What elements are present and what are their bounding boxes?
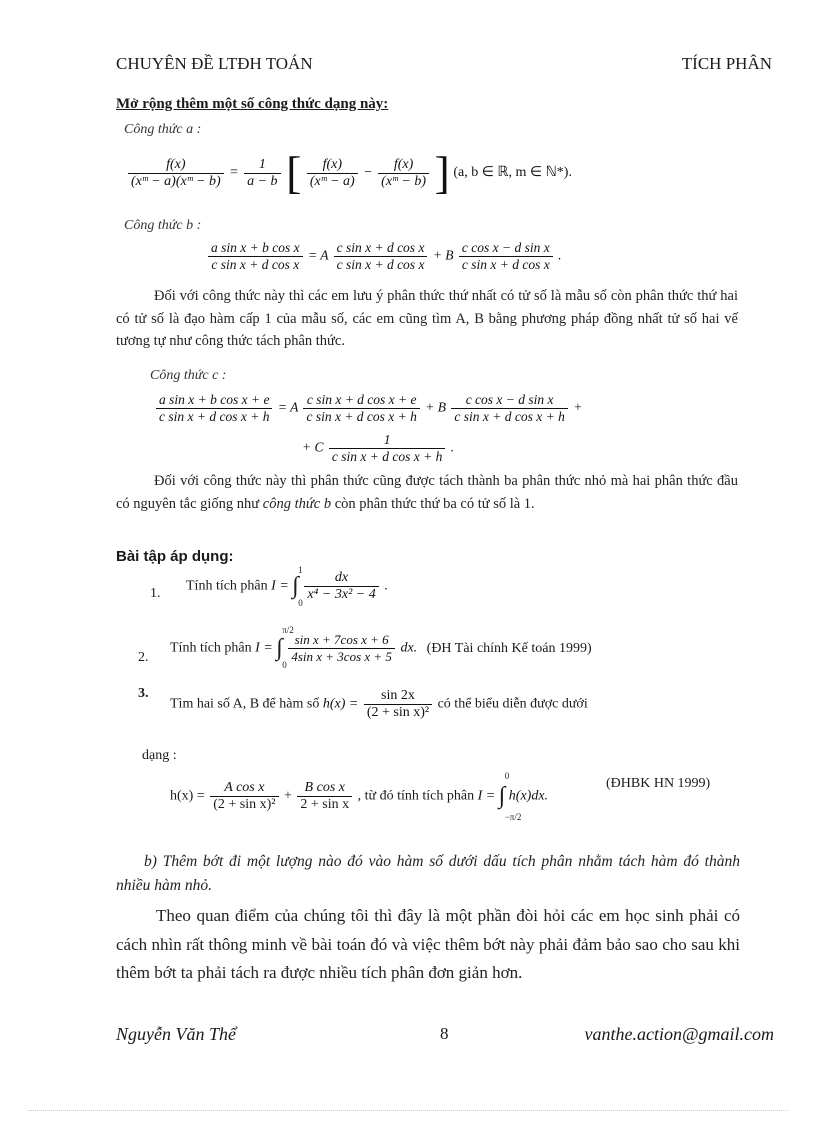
exercise-3-upper: 0	[504, 771, 510, 781]
integral-sign-icon: ∫ 0 −π/2	[498, 771, 522, 822]
formula-c-end: .	[450, 439, 455, 455]
exercise-3-p1	[210, 780, 278, 813]
exercise-3-p2-num: B cos x	[297, 780, 352, 797]
formula-a-eq: =	[229, 165, 239, 181]
formula-b-end: .	[558, 247, 562, 263]
exercise-3-hx2: h(x) =	[170, 788, 205, 804]
exercise-3-p1-num: A cos x	[210, 780, 278, 797]
formula-b-a-den: c sin x + d cos x	[336, 257, 425, 272]
exercise-2	[170, 625, 592, 670]
formula-c-c-num: 1	[329, 432, 445, 449]
exercise-3-I: I =	[477, 788, 496, 804]
final-paragraph: Theo quan điểm của chúng tôi thì đây là một phần đòi hỏi các em học sinh phải có cách nhìn rất thông minh về bài toán đó và việc thêm bớt này phải đảm bảo sao cho sau khi thêm bớt ta phải tách ra được nhiều tích phân đơn giản hơn.	[116, 906, 740, 982]
exercise-2-num: sin x + 7cos x + 6	[288, 632, 395, 649]
formula-b-a-num: c sin x + d cos x	[334, 240, 428, 257]
paragraph-formula-c	[116, 470, 738, 515]
formula-a-coef-den: a − b	[247, 173, 278, 189]
exercise-3-number: 3.	[138, 686, 149, 701]
exercise-2-upper: π/2	[282, 625, 294, 635]
formula-a-lhs-num: f(x)	[128, 157, 224, 174]
formula-c-c-den: c sin x + d cos x + h	[331, 449, 443, 464]
exercise-3-text1: Tìm hai số A, B để hàm số	[170, 696, 320, 712]
exercise-2-text: Tính tích phân	[170, 640, 252, 656]
formula-c-B: + B	[425, 399, 447, 415]
exercise-1-den: x⁴ − 3x² − 4	[307, 587, 376, 602]
para-c-part2: còn phân thức thứ ba có tử số là 1.	[331, 495, 535, 512]
formula-a-t1-num: f(x)	[307, 157, 358, 174]
formula-b-label: Công thức b :	[124, 218, 202, 233]
exercise-1-number: 1.	[150, 586, 161, 601]
formula-a-t2-den: (xᵐ − b)	[381, 173, 426, 189]
exercise-2-lower: 0	[282, 660, 287, 670]
exercise-2-fraction	[288, 632, 395, 665]
formula-c-C: + C	[302, 439, 324, 455]
exercise-2-den: 4sin x + 3cos x + 5	[291, 649, 392, 664]
footer-author: Nguyễn Văn Thể	[116, 1024, 236, 1044]
section-title: Mở rộng thêm một số công thức dạng này:	[116, 96, 389, 112]
exercise-3-text2: có thể biểu diễn được dưới	[437, 696, 588, 712]
formula-c-plus: +	[573, 399, 583, 415]
formula-a-term1	[307, 157, 358, 190]
formula-b-lhs-den: c sin x + d cos x	[211, 257, 300, 272]
exercise-3-dang: dạng :	[142, 748, 177, 763]
para-c-part1: Đối với công thức này thì phân thức cũng được tách thành ba phân thức nhỏ mà hai phân thức đầu có nguyên tắc giống như	[116, 473, 738, 512]
header-left: CHUYÊN ĐỀ LTĐH TOÁN	[116, 54, 313, 73]
paragraph-formula-b: Đối với công thức này thì các em lưu ý phân thức thứ nhất có tử số là mẫu số còn phân thức thứ hai có tử số là đạo hàm cấp 1 của mẫu số, các em cũng tìm A, B bằng phương pháp đồng nhất tử số hai vế tương tự như công thức tách phân thức.	[116, 288, 738, 349]
exercise-1-lower: 0	[298, 598, 303, 608]
exercise-3-integrand: h(x)dx.	[508, 788, 549, 804]
formula-a-cond: (a, b ∈ ℝ, m ∈ ℕ*).	[453, 165, 572, 181]
exercise-1-I: I =	[271, 578, 289, 594]
exercise-1-text: Tính tích phân	[186, 578, 268, 594]
formula-a-t1-den: (xᵐ − a)	[309, 173, 355, 189]
exercises-title: Bài tập áp dụng:	[116, 548, 234, 565]
exercise-3-hx: h(x) =	[322, 696, 359, 712]
formula-a-lhs	[128, 157, 224, 190]
exercise-3-lower: −π/2	[504, 812, 522, 822]
formula-c-a-den: c sin x + d cos x + h	[306, 409, 417, 424]
section-b-heading: b) Thêm bớt đi một lượng nào đó vào hàm số dưới dấu tích phân nhằm tách hàm đó thành nhiều hàm nhỏ.	[116, 853, 740, 894]
exercise-2-source: (ĐH Tài chính Kế toán 1999)	[426, 640, 592, 656]
exercise-3-h-fraction	[364, 688, 432, 721]
formula-a-term2	[378, 157, 429, 190]
formula-b	[206, 240, 562, 273]
formula-a-coef-num: 1	[244, 157, 280, 174]
footer-page-number: 8	[440, 1024, 449, 1043]
exercise-1-fraction	[304, 570, 378, 603]
exercise-2-end: dx.	[400, 640, 418, 656]
formula-b-term-b	[459, 240, 553, 273]
exercise-3-line1	[170, 688, 588, 721]
exercise-1	[186, 565, 388, 608]
exercise-2-number: 2.	[138, 650, 149, 665]
right-bracket: ]	[434, 147, 450, 198]
exercise-1-upper: 1	[298, 565, 303, 575]
formula-c-lhs	[156, 392, 272, 425]
formula-b-lhs	[208, 240, 303, 273]
exercise-3-line2	[170, 771, 549, 822]
formula-c-a-num: c sin x + d cos x + e	[303, 392, 419, 409]
formula-b-term-a	[334, 240, 428, 273]
minus-sign: −	[363, 165, 373, 181]
exercise-3-h-num: sin 2x	[364, 688, 432, 705]
footer-email: vanthe.action@gmail.com	[584, 1024, 774, 1044]
formula-c-term-b	[451, 392, 567, 425]
formula-b-A: = A	[307, 247, 329, 263]
formula-c-term-a	[303, 392, 419, 425]
formula-b-B: + B	[432, 247, 454, 263]
page-bottom-divider	[28, 1110, 788, 1111]
formula-c-lhs-den: c sin x + d cos x + h	[159, 409, 270, 424]
formula-c-line2	[302, 432, 454, 465]
formula-c-term-c	[329, 432, 445, 465]
formula-a-label: Công thức a :	[124, 122, 202, 137]
integral-sign-icon: ∫ 1 0	[292, 565, 303, 608]
exercise-3-source: (ĐHBK HN 1999)	[606, 776, 711, 791]
formula-c-b-den: c sin x + d cos x + h	[454, 409, 565, 424]
exercise-3-p2-den: 2 + sin x	[300, 797, 350, 812]
formula-c-label: Công thức c :	[150, 368, 227, 383]
formula-a-lhs-den: (xᵐ − a)(xᵐ − b)	[131, 173, 221, 189]
formula-b-b-num: c cos x − d sin x	[459, 240, 553, 257]
formula-c-b-num: c cos x − d sin x	[451, 392, 567, 409]
integral-sign-icon: ∫ π/2 0	[276, 625, 294, 670]
exercise-2-I: I =	[255, 640, 273, 656]
formula-a-coef	[244, 157, 280, 190]
exercise-3-h-den: (2 + sin x)²	[366, 705, 430, 720]
exercise-3-text3: , từ đó tính tích phân	[357, 788, 475, 804]
formula-c-A: = A	[277, 399, 299, 415]
exercise-3-p2	[297, 780, 352, 813]
exercise-3-plus: +	[284, 788, 292, 804]
formula-a-t2-num: f(x)	[378, 157, 429, 174]
formula-a	[126, 147, 572, 198]
exercise-1-num: dx	[304, 570, 378, 587]
exercise-3-p1-den: (2 + sin x)²	[213, 797, 276, 812]
para-c-emphasis: công thức b	[262, 495, 332, 512]
header-right: TÍCH PHÂN	[681, 54, 772, 73]
exercise-1-end: .	[384, 578, 388, 594]
formula-b-lhs-num: a sin x + b cos x	[208, 240, 303, 257]
formula-c-lhs-num: a sin x + b cos x + e	[156, 392, 272, 409]
formula-c-line1	[154, 392, 582, 425]
left-bracket: [	[286, 147, 302, 198]
formula-b-b-den: c sin x + d cos x	[461, 257, 550, 272]
